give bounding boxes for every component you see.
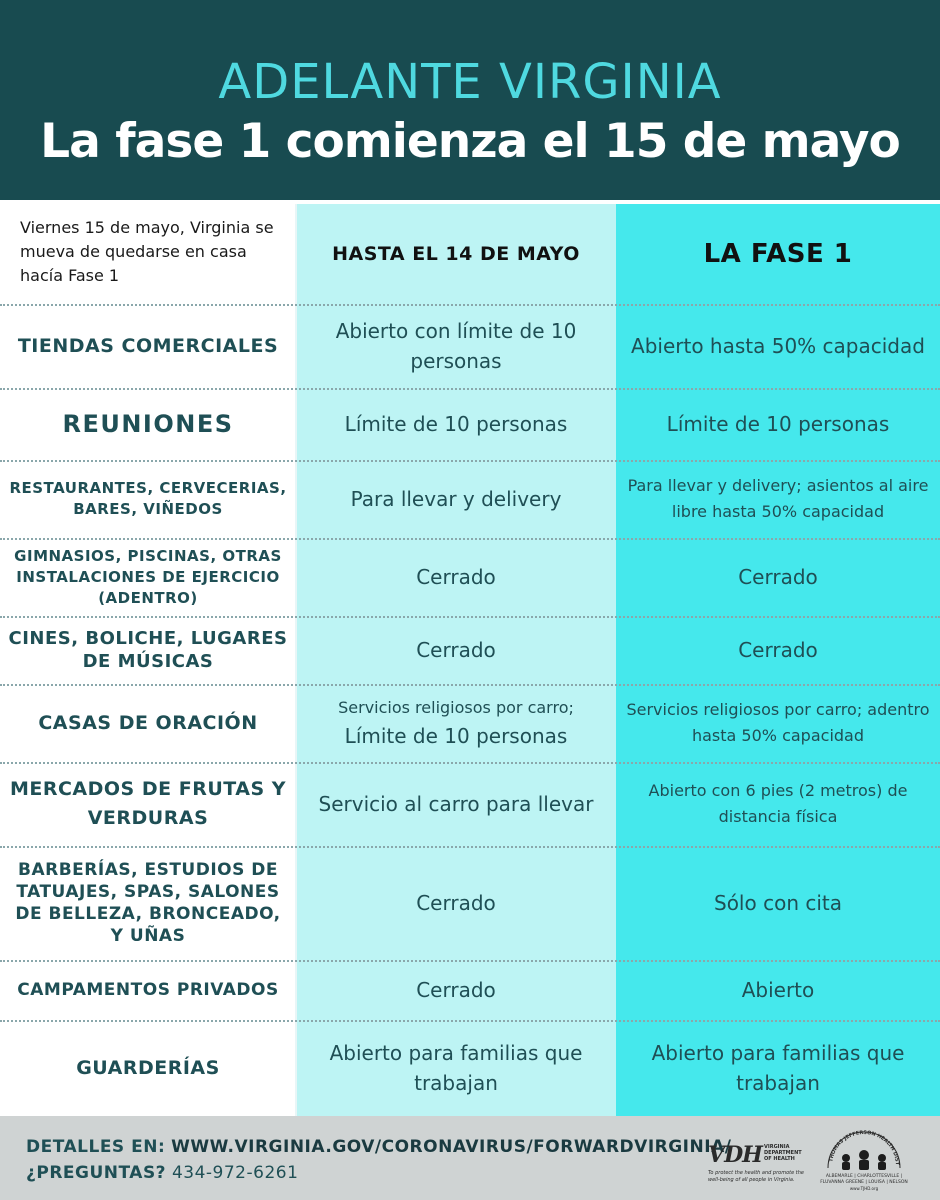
tjhd-logo [818,1128,910,1194]
vdh-mark: VDH [708,1142,762,1168]
row-value-phase1: Abierto para familias que trabajan [651,1041,905,1095]
table-row [0,538,940,616]
phone-number[interactable]: 434-972-6261 [171,1163,299,1183]
row-value-before: Cerrado [416,565,496,589]
row-value-phase1: Cerrado [738,565,818,589]
tjhd-name: THOMAS JEFFERSON HEALTH DIST [828,1129,901,1166]
comparison-table [0,200,940,1116]
questions-label: ¿PREGUNTAS? [26,1163,167,1183]
row-value-before-part1: Servicios religiosos por carro; [338,698,574,717]
vdh-name: VIRGINIA DEPARTMENT OF HEALTH [764,1144,802,1162]
tjhd-seal-icon [818,1128,910,1174]
details-label: DETALLES EN: [26,1137,166,1157]
row-value-before: Límite de 10 personas [344,412,568,436]
row-label: MERCADOS DE FRUTAS Y VERDURAS [9,778,287,829]
row-label: BARBERÍAS, ESTUDIOS DE TATUAJES, SPAS, SALONES DE BELLEZA, BRONCEADO, Y UÑAS [15,860,281,946]
table-header-row [0,204,940,304]
tjhd-counties: ALBEMARLE | CHARLOTTESVILLE | FLUVANNA GREENE | LOUISA | NELSON [820,1174,908,1185]
row-label: REUNIONES [62,409,234,438]
row-value-phase1: Servicios religiosos por carro; adentro hasta 50% capacidad [626,700,930,745]
row-value-phase1: Abierto con 6 pies (2 metros) de distancia física [648,781,908,826]
column-heading-before: HASTA EL 14 DE MAYO [332,243,580,265]
table-row [0,460,940,538]
row-value-phase1: Abierto hasta 50% capacidad [631,334,925,358]
table-row [0,1020,940,1116]
row-value-phase1: Sólo con cita [714,891,842,915]
row-value-phase1: Para llevar y delivery; asientos al aire libre hasta 50% capacidad [627,476,929,521]
row-label: CAMPAMENTOS PRIVADOS [17,979,279,1000]
row-value-phase1: Cerrado [738,638,818,662]
footer [0,1116,940,1200]
row-value-before: Servicio al carro para llevar [318,792,594,816]
row-value-before: Cerrado [416,978,496,1002]
intro-text: Viernes 15 de mayo, Virginia se mueva de quedarse en casa hacía Fase 1 [20,218,274,285]
table-row [0,960,940,1020]
header [0,0,940,200]
vdh-tagline: To protect the health and promote the well-being of all people in Virginia. [708,1170,804,1183]
tjhd-url: www.TJHD.org [849,1186,879,1191]
footer-questions [26,1160,298,1186]
vdh-logo [708,1142,808,1190]
row-label: RESTAURANTES, CERVECERIAS, BARES, VIÑEDOS [9,479,287,518]
table-row [0,304,940,388]
details-link[interactable]: WWW.VIRGINIA.GOV/CORONAVIRUS/FORWARDVIRGINIA/ [171,1137,732,1157]
row-value-before-part2: Límite de 10 personas [344,724,568,748]
row-label: CINES, BOLICHE, LUGARES DE MÚSICAS [8,628,288,672]
row-value-before: Abierto con límite de 10 personas [335,319,577,373]
row-label: TIENDAS COMERCIALES [17,334,279,357]
table-row [0,616,940,684]
row-value-before: Para llevar y delivery [350,487,562,511]
row-value-before: Abierto para familias que trabajan [329,1041,583,1095]
row-label: GUARDERÍAS [76,1056,220,1079]
svg-text:THOMAS JEFFERSON HEALTH DISTRI [818,1128,900,1166]
row-label: CASAS DE ORACIÓN [38,711,258,734]
table-row [0,684,940,762]
table-row [0,762,940,846]
row-value-before: Cerrado [416,891,496,915]
row-value-phase1: Límite de 10 personas [666,412,890,436]
page-title: ADELANTE VIRGINIA [218,54,722,110]
page-subtitle: La fase 1 comienza el 15 de mayo [40,114,900,169]
row-value-phase1: Abierto [741,978,815,1002]
column-heading-phase1: LA FASE 1 [703,239,853,269]
row-value-before: Cerrado [416,638,496,662]
table-row [0,846,940,960]
footer-details [26,1134,731,1160]
row-label: GIMNASIOS, PISCINAS, OTRAS INSTALACIONES DE EJERCICIO (ADENTRO) [14,546,282,607]
table-row [0,388,940,460]
